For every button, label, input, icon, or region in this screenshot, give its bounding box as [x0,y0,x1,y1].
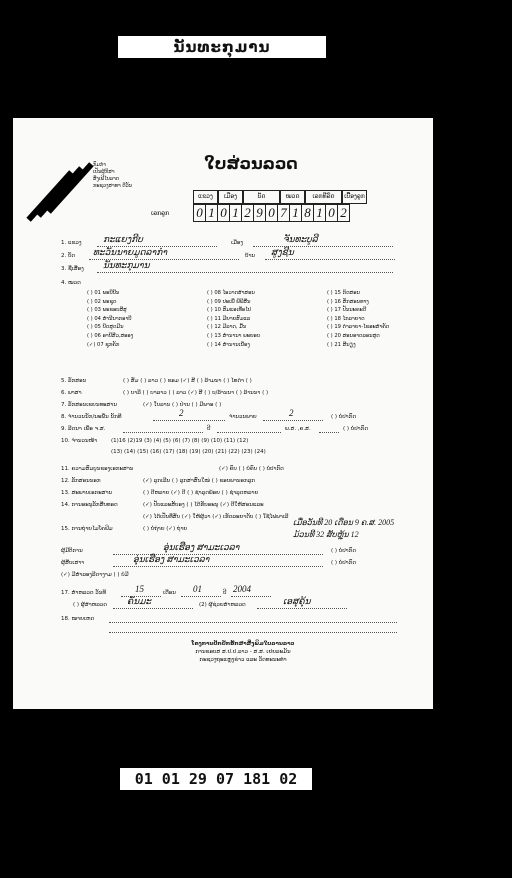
code-headers [193,190,367,204]
category-option[interactable]: ( ) 02 ພະຊຸດ [87,298,117,305]
code-digit: 1 [206,204,218,222]
category-option[interactable]: (✓) 07 ຊຸກຄັກ [87,341,120,348]
row-colophon-options[interactable]: (✓) ມີສຳລອງລີດາງາມ ( ) ບໍ່ມີ [61,572,129,578]
category-option[interactable]: ( ) 15 ກິດສອນ [327,290,360,296]
row-microfilm-reel: ມ້ວນທີ 32 ສັບຫຼຸ້ນ 12 [293,530,359,539]
row-binding-label: 12. ລັກສອນນອກ [61,478,101,484]
code-digit: 1 [230,204,242,222]
category-option[interactable]: ( ) 13 ສຳນານາ ພະຍອບ [207,332,261,339]
row-assistant-label: (2) ຜູ້ຊ່ວຍສຳຫລວດ [199,602,246,608]
row-condition-label: 13. ສະພາບເອກະສານ [61,490,113,496]
issuer-block [93,162,132,190]
code-header: ໝວດ [280,190,305,204]
category-option[interactable]: ( ) 05 ບີດສູດມີນ [87,324,124,331]
field-title-label: 3. ຊື່ເສື່ອງ [61,266,84,272]
category-option[interactable]: ( ) 06 ອາບີສີວ,ສອອງ [87,332,134,339]
field-village-label: ບ້ານ [245,253,256,259]
category-option[interactable]: ( ) 16 ສັກສອນທາງ [327,298,369,305]
footer-code-label: 01 01 29 07 181 02 [120,768,312,790]
footer-line: ກະຊວງຖະແຫຼງຂ່າວ ແລະ ວັດທະນະທຳ [199,657,287,663]
category-option[interactable]: ( ) 08 ໄອວາດສຳສອນ [207,290,255,296]
category-option[interactable]: ( ) 11 ມີຍາຍສົມແລ [207,315,251,322]
issuer-line: ກະຊວງສາທາ ດີວັນ [93,183,133,189]
category-option[interactable]: ( ) 17 ປັນນະຄະດີ [327,307,367,314]
field-district-value: ຈັນທະບູລີ [283,234,318,244]
row-binding-options[interactable]: (✓) ລູກເລີນ ( ) ລູກສາສົ່ນໃໝ່ ( ) ຂອບພານອກລູກ [143,478,255,484]
row-scribe-label: ຜູ້ສືບເສາາ [61,560,85,566]
row-survey-year: 2004 [233,584,251,594]
row-pages-numbers-b: (13) (14) (15) (16) (17) (18) (19) (20) (21) (22) (23) (24) [111,449,266,455]
category-option[interactable]: ( ) 20 ສອນອາດລອນສູດ [327,332,380,339]
row-scribe-value: ອຸ່ນເຮືອງ ສາມະເວລາ [133,554,210,564]
footer-line: ການຂອບສ ສ.ປ.ປ.ລາວ - ສ.ສ. ເຢຍລະມັນ [195,649,291,655]
category-option[interactable]: ( ) 09 ປະເພີ້ ພີພີສືນ [207,298,251,305]
code-digit: 9 [254,204,266,222]
row-survey-date-label: 17. ສຳຫລວດ ວັນທີ [61,590,107,596]
category-option[interactable]: ( ) 19 ຕຳລາຍາ-ໄຂອະສຳຄັດ [327,324,390,331]
row-survey-month-label: ເດືອນ [163,590,176,596]
field-category-label: 4. ໝວດ [61,280,81,286]
code-label: ເລກລູກ [151,210,170,217]
row-fascicle-label: ຈຳນວນພາຍ [229,414,257,420]
code-digit: 2 [338,204,350,222]
row-owner-unknown[interactable]: ( ) ບໍ່ປາກົດ [331,548,356,554]
row-script-options[interactable]: ( ) ສັມ ( ) ລາວ ( ) ຂອມ (✓) ສີ ( ) ລ້າມນາ ( ) ໄທດຳ ( ) [123,378,252,384]
manuscript-form [13,118,433,709]
row-material-options[interactable]: (✓) ໃບລານ ( ) ປ່ານ ( ) ມີພາອ ( ) [143,402,222,408]
issuer-line: ກົມກຳ [93,162,106,168]
category-option[interactable]: ( ) 12 ມີລາດ, ມື້ນ [207,324,247,331]
form-footer [123,640,363,664]
row-date-label: 9. ລີດນາ ເພື່ອ ຈ.ສ. [61,426,106,432]
row-preservation-options[interactable]: (✓) ປັບແລະສັບອງ ( ) ໄດ້ຮັບອະນຸ (✓) ດີໃຫ້ສອນແລະ [143,502,264,508]
category-option[interactable]: ( ) 21 ສີນຽງ [327,341,356,348]
row-bundle-value: 2 [179,408,184,418]
code-header: ແຂວງ [193,190,218,204]
row-fascicle-value: 2 [289,408,294,418]
code-digit: 0 [326,204,338,222]
code-header: ເລກທີລົດ [305,190,342,204]
row-date-era-label: ພ.ສ. ,ຄ.ສ. [285,426,311,432]
row-microfilm-date: ເມື່ອວັນທີ 20 ເດືອນ 9 ຄ.ສ. 2005 [293,518,395,527]
row-notes-label: 18. ໝາຍເຫດ [61,616,95,622]
code-digit: 2 [242,204,254,222]
row-survey-month: 01 [193,584,202,594]
row-completeness-label: 11. ຄວາມສົມບູນຂອງເອກະສານ [61,466,134,472]
row-microfilm-options[interactable]: ( ) ບໍ່ຖ່າຍ (✓) ຖ່າຍ [143,526,188,532]
row-owner-value: ອຸ່ນເຮືອງ ສາມະເວລາ [163,542,240,552]
row-language-options[interactable]: ( ) ບາລີ ( ) ບາລາວ ( ) ລາວ (✓) ສີ ( ) ບ/ລ້ານນາ ( ) ລ້ານນາ ( ) [123,390,269,396]
category-option[interactable]: ( ) 14 ສຳນານເນືອງ [207,341,250,348]
category-option[interactable]: ( ) 10 ສົມແອເທືອໄປ [207,307,252,314]
field-title-value: ນັນທະກຸມານ [103,260,150,270]
issuer-line: ເປັນຜູ້ກິສາ [93,169,115,175]
code-digit: 8 [302,204,314,222]
code-digit: 7 [278,204,290,222]
row-language-label: 6. ພາສາ [61,390,82,396]
code-digit: 1 [290,204,302,222]
category-option[interactable]: ( ) 18 ໄກລາຍາດ [327,315,365,322]
row-bundle-label: 8. ຈຳນວນນັກ/ນະພື່ນ ນັກທີ [61,414,122,420]
code-header: ເບື້ອງລູກ [342,190,367,204]
category-option[interactable]: ( ) 01 ພະບີບີນ [87,290,120,296]
issuer-line: ສິ່ງເຟີໄບລາດ [93,176,120,182]
field-district-label: ເມືອງ [231,240,244,246]
category-option[interactable]: ( ) 04 ສຳນີນາກອາບີ [87,315,132,322]
row-date-unknown[interactable]: ( ) ບໍ່ປາກົດ [343,426,368,432]
row-material-label: 7. ລັກສອນເຂຍນທະສານ [61,402,117,408]
code-header: ເມືອງ [218,190,243,204]
field-temple-value: ທະວັນນາຍມູດລາກຳ [93,247,168,257]
field-province-value: ກະແຍງກີບ [103,234,143,244]
row-owner-label: ຜູ້ມີຕິການ [61,548,83,554]
row-microfilm-label: 15. ການຖ່າຍໄມໂຄຟີມ [61,526,113,532]
row-surveyor-value: ຄັນມະ [127,596,152,606]
header-label: ນັນທະກຸມານ [118,36,326,58]
row-preservation-options-b[interactable]: (✓) ໄດ້ເປັນທີ່ສັບ (✓) ໃຫ້ຜູ້ວາ (✓) ເຮັດລະຍາດັບ ( ) ໃຊ້ໄຟພາເລີ [143,514,289,520]
row-scribe-unknown[interactable]: ( ) ບໍ່ປາກົດ [331,560,356,566]
field-province-label: 1. ແຂວງ [61,240,82,246]
code-header: ບັດ [243,190,280,204]
row-pages-label: 10. ຈຳນວນໜ້າ [61,438,98,444]
code-digit: 0 [193,204,206,222]
form-title: ໃບສ່ວນລວດ [204,154,298,173]
field-temple-label: 2. ບັດ [61,253,76,259]
row-bundle-unknown[interactable]: ( ) ບໍ່ປາກົດ [331,414,356,420]
row-survey-year-label: ປີ [223,590,227,596]
row-assistant-value: ເອສຸຄຸ້ນ [283,596,311,606]
row-survey-day: 15 [135,584,144,594]
row-script-label: 5. ລັກສອນ [61,378,87,384]
field-village-value: ສູງຊີນ [271,247,294,257]
footer-line: ໂຄງການປັກປັກຮັກສາສິ່ງພິມໃບລານລາວ [191,641,295,647]
code-digit: 0 [218,204,230,222]
row-surveyor-label: ( ) ຜູ້ສຳຫລວດ [73,602,107,608]
row-condition-options[interactable]: ( ) ດີຫລາຍ (✓) ດີ ( ) ຊຳລຸດພ້ອຍ ( ) ຊຳລຸດຫລາຍ [143,490,259,496]
row-preservation-label: 14. ການອະນຸລັກສືບທອດ [61,502,118,508]
code-digit: 1 [314,204,326,222]
code-digit: 0 [266,204,278,222]
category-option[interactable]: ( ) 03 ພະຂອບສີສູ [87,307,127,314]
code-digits [193,204,350,222]
row-date-year-label: ປີ [207,426,211,432]
row-completeness-options[interactable]: (✓) ຄົບ ( ) ບໍ່ຄົບ ( ) ບໍ່ປາກົດ [219,466,284,472]
category-options [87,290,433,348]
row-pages-numbers-a: (1)16 (2)19 (3) (4) (5) (6) (7) (8) (9) (10) (11) (12) [111,438,249,444]
